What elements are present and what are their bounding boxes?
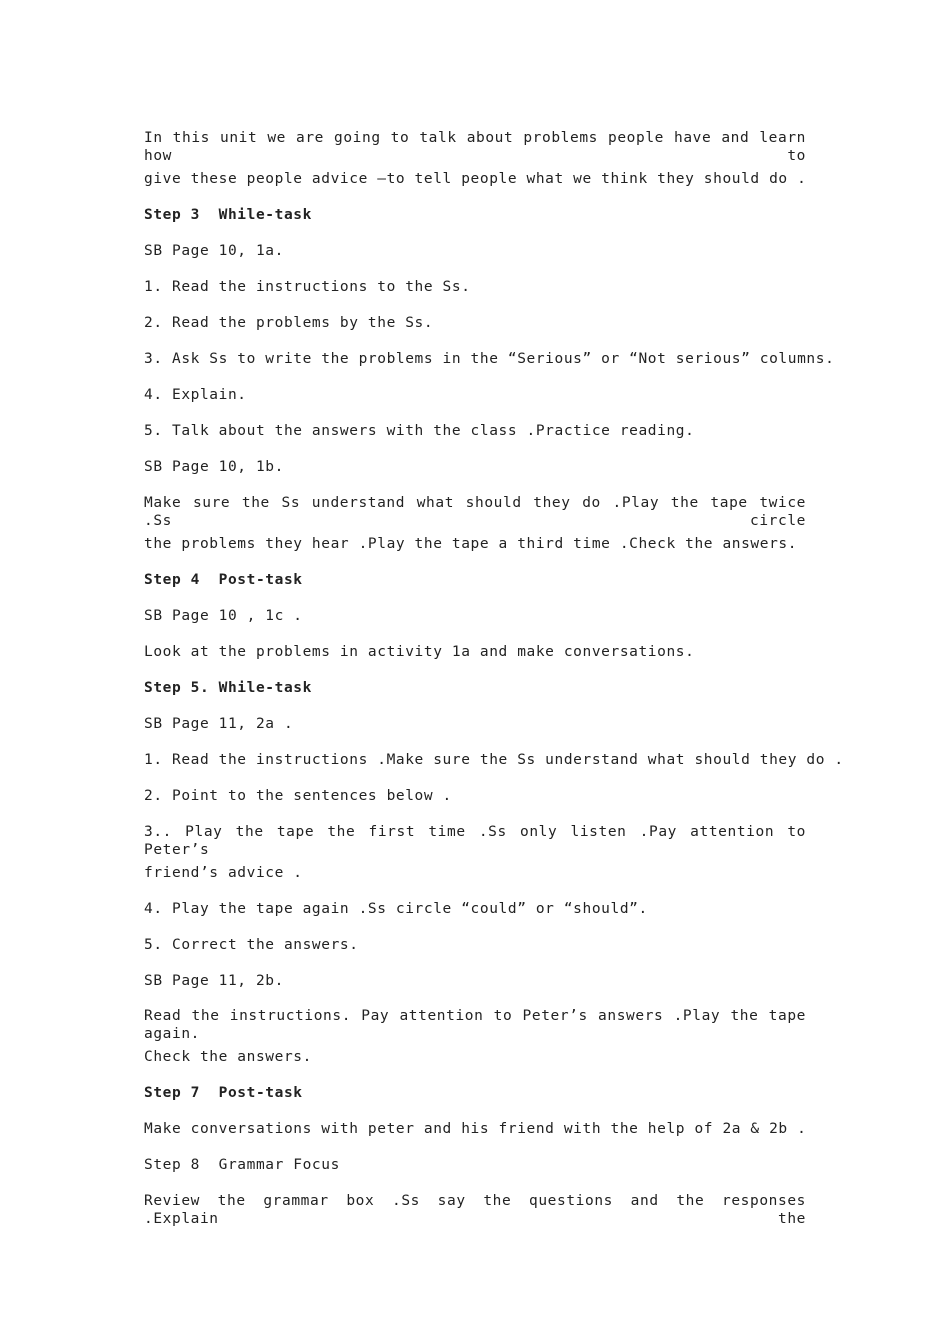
step4-heading: Step 4 Post-task [144,572,303,588]
step3-para-line-2: the problems they hear .Play the tape a third time .Check the answers. [144,536,798,552]
step5-item-3-cont: friend’s advice . [144,865,303,881]
step5-sb-ref-2: SB Page 11, 2b. [144,973,284,989]
step5-item-1: 1. Read the instructions .Make sure the Ss understand what should they do . [144,752,844,768]
intro-line-2: give these people advice –to tell people what we think they should do . [144,171,807,187]
step5-para-line-1: Read the instructions. Pay attention to Peter’s answers .Play the tape again. [144,1008,806,1042]
step4-sb-ref: SB Page 10 , 1c . [144,608,303,624]
step8-heading: Step 8 Grammar Focus [144,1157,340,1173]
step8-para: Review the grammar box .Ss say the questions and the responses .Explain the [144,1193,806,1227]
step3-sb-ref-2: SB Page 10, 1b. [144,459,284,475]
step3-item-4: 4. Explain. [144,387,247,403]
step5-para-line-2: Check the answers. [144,1049,312,1065]
step7-heading: Step 7 Post-task [144,1085,303,1101]
step3-item-5: 5. Talk about the answers with the class .Practice reading. [144,423,695,439]
step3-item-1: 1. Read the instructions to the Ss. [144,279,471,295]
step3-sb-ref: SB Page 10, 1a. [144,243,284,259]
step5-sb-ref: SB Page 11, 2a . [144,716,294,732]
step3-item-3: 3. Ask Ss to write the problems in the “Serious” or “Not serious” columns. [144,351,835,367]
step5-item-5: 5. Correct the answers. [144,937,359,953]
intro-line-1: In this unit we are going to talk about problems people have and learn how to [144,130,806,164]
step7-para: Make conversations with peter and his friend with the help of 2a & 2b . [144,1121,807,1137]
step5-item-4: 4. Play the tape again .Ss circle “could” or “should”. [144,901,648,917]
step5-item-2: 2. Point to the sentences below . [144,788,452,804]
step3-item-2: 2. Read the problems by the Ss. [144,315,434,331]
step3-heading: Step 3 While-task [144,207,312,223]
step5-heading: Step 5. While-task [144,680,312,696]
step4-para: Look at the problems in activity 1a and make conversations. [144,644,695,660]
step5-item-3: 3.. Play the tape the first time .Ss only listen .Pay attention to Peter’s [144,824,806,858]
step3-para-line-1: Make sure the Ss understand what should they do .Play the tape twice .Ss circle [144,495,806,529]
